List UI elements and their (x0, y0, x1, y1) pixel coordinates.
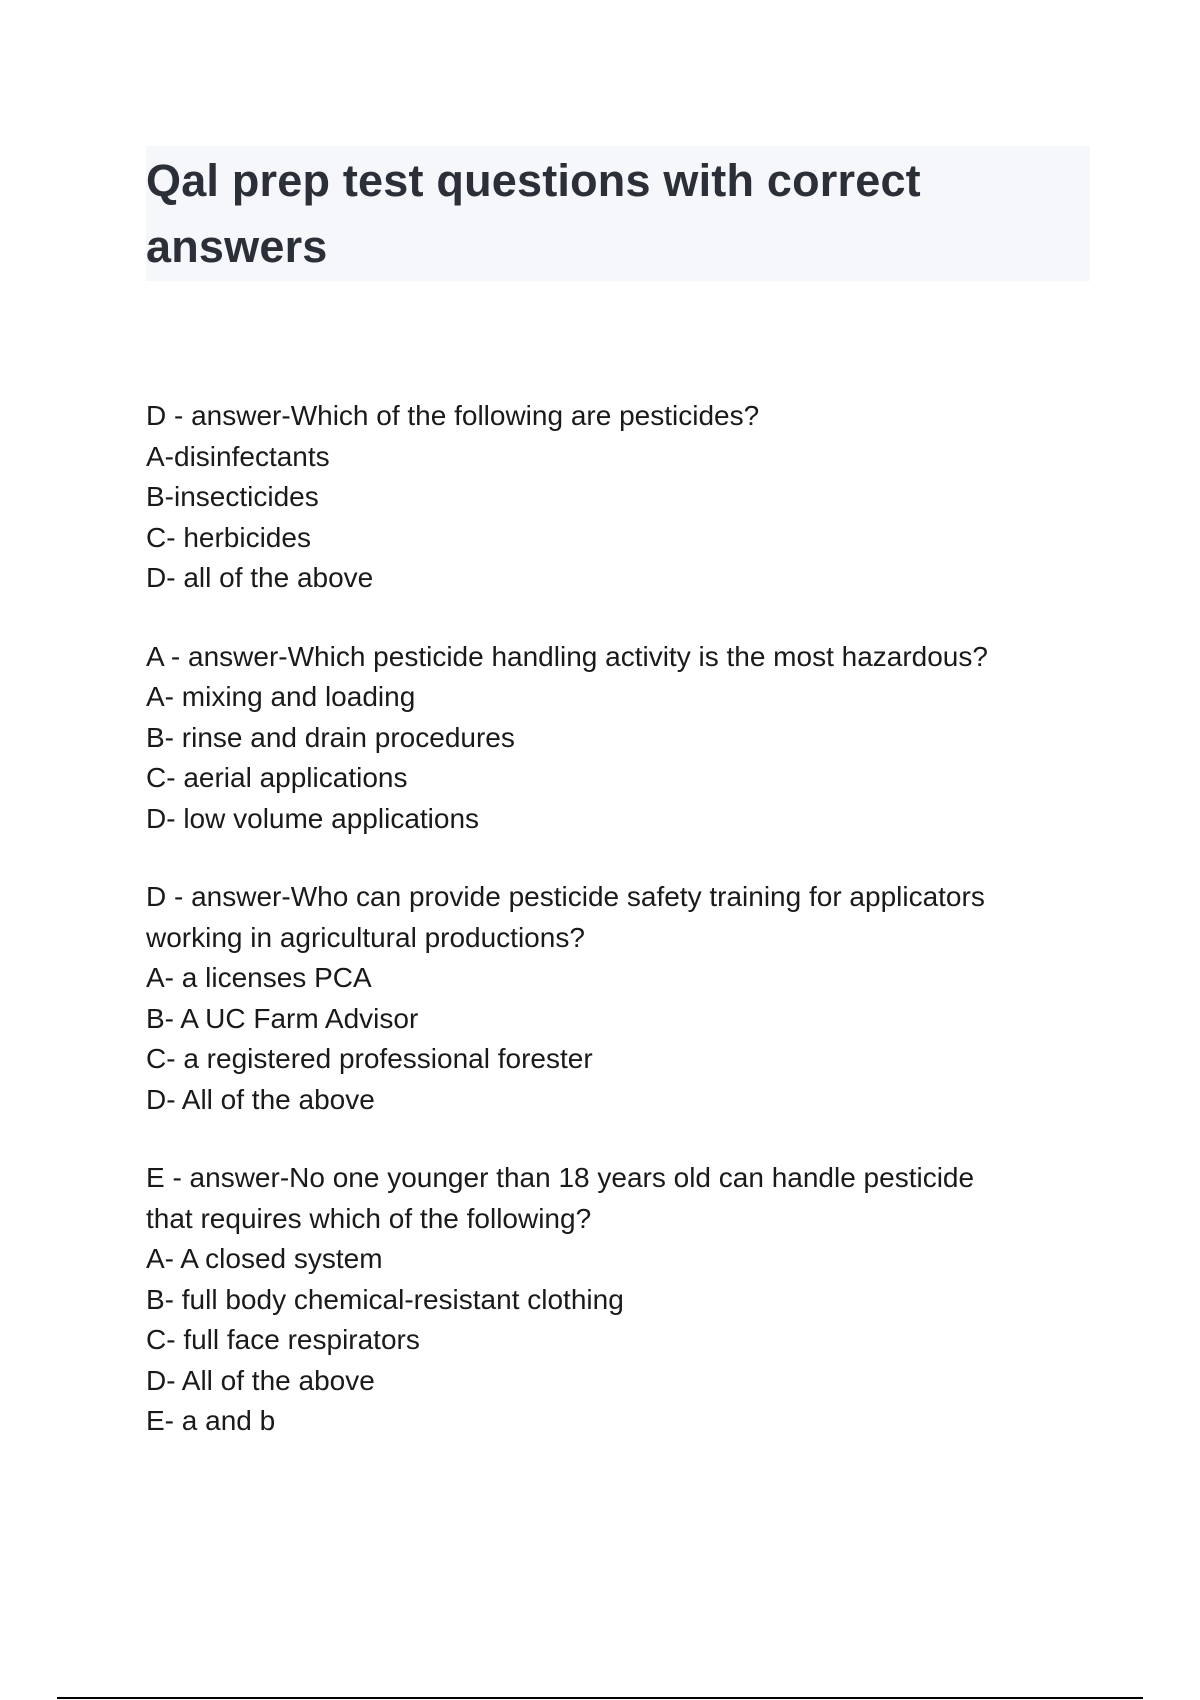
question-text: A - answer-Which pesticide handling activity is the most hazardous? (146, 640, 988, 672)
question-block-1 (146, 396, 1086, 599)
title-banner (146, 146, 1090, 281)
question-text-line-1: E - answer-No one younger than 18 years old can handle pesticide (146, 1162, 975, 1193)
question-text-line-1: D - answer-Who can provide pesticide safety training for applicators (146, 881, 985, 912)
answer-option: B- rinse and drain procedures (146, 721, 515, 753)
answer-option: D- All of the above (146, 1364, 375, 1396)
answer-option: C- herbicides (146, 521, 311, 553)
answer-option: A- a licenses PCA (146, 962, 372, 993)
answer-option: D- all of the above (146, 562, 374, 593)
answer-option: B- A UC Farm Advisor (146, 1002, 419, 1034)
answer-option: C- a registered professional forester (146, 1043, 593, 1074)
question-block-3 (146, 877, 1086, 1120)
page-title: Qal prep test questions with correct answers (146, 155, 921, 272)
answer-option: A- A closed system (146, 1243, 383, 1274)
answer-option: D- All of the above (146, 1083, 375, 1115)
question-text: D - answer-Which of the following are pesticides? (146, 400, 760, 431)
answer-option: A- mixing and loading (146, 681, 416, 712)
question-list (146, 396, 1086, 1480)
answer-option: D- low volume applications (146, 802, 480, 834)
footer-divider (57, 1697, 1143, 1699)
answer-option: B- full body chemical-resistant clothing (146, 1283, 624, 1315)
question-text-line-2: that requires which of the following? (146, 1202, 592, 1234)
answer-option: C- aerial applications (146, 762, 408, 793)
answer-option: E- a and b (146, 1405, 276, 1436)
answer-option: C- full face respirators (146, 1324, 420, 1355)
question-text-line-2: working in agricultural productions? (146, 921, 585, 953)
answer-option: A-disinfectants (146, 440, 330, 472)
question-block-2 (146, 637, 1086, 840)
answer-option: B-insecticides (146, 481, 319, 512)
question-block-4 (146, 1158, 1086, 1442)
